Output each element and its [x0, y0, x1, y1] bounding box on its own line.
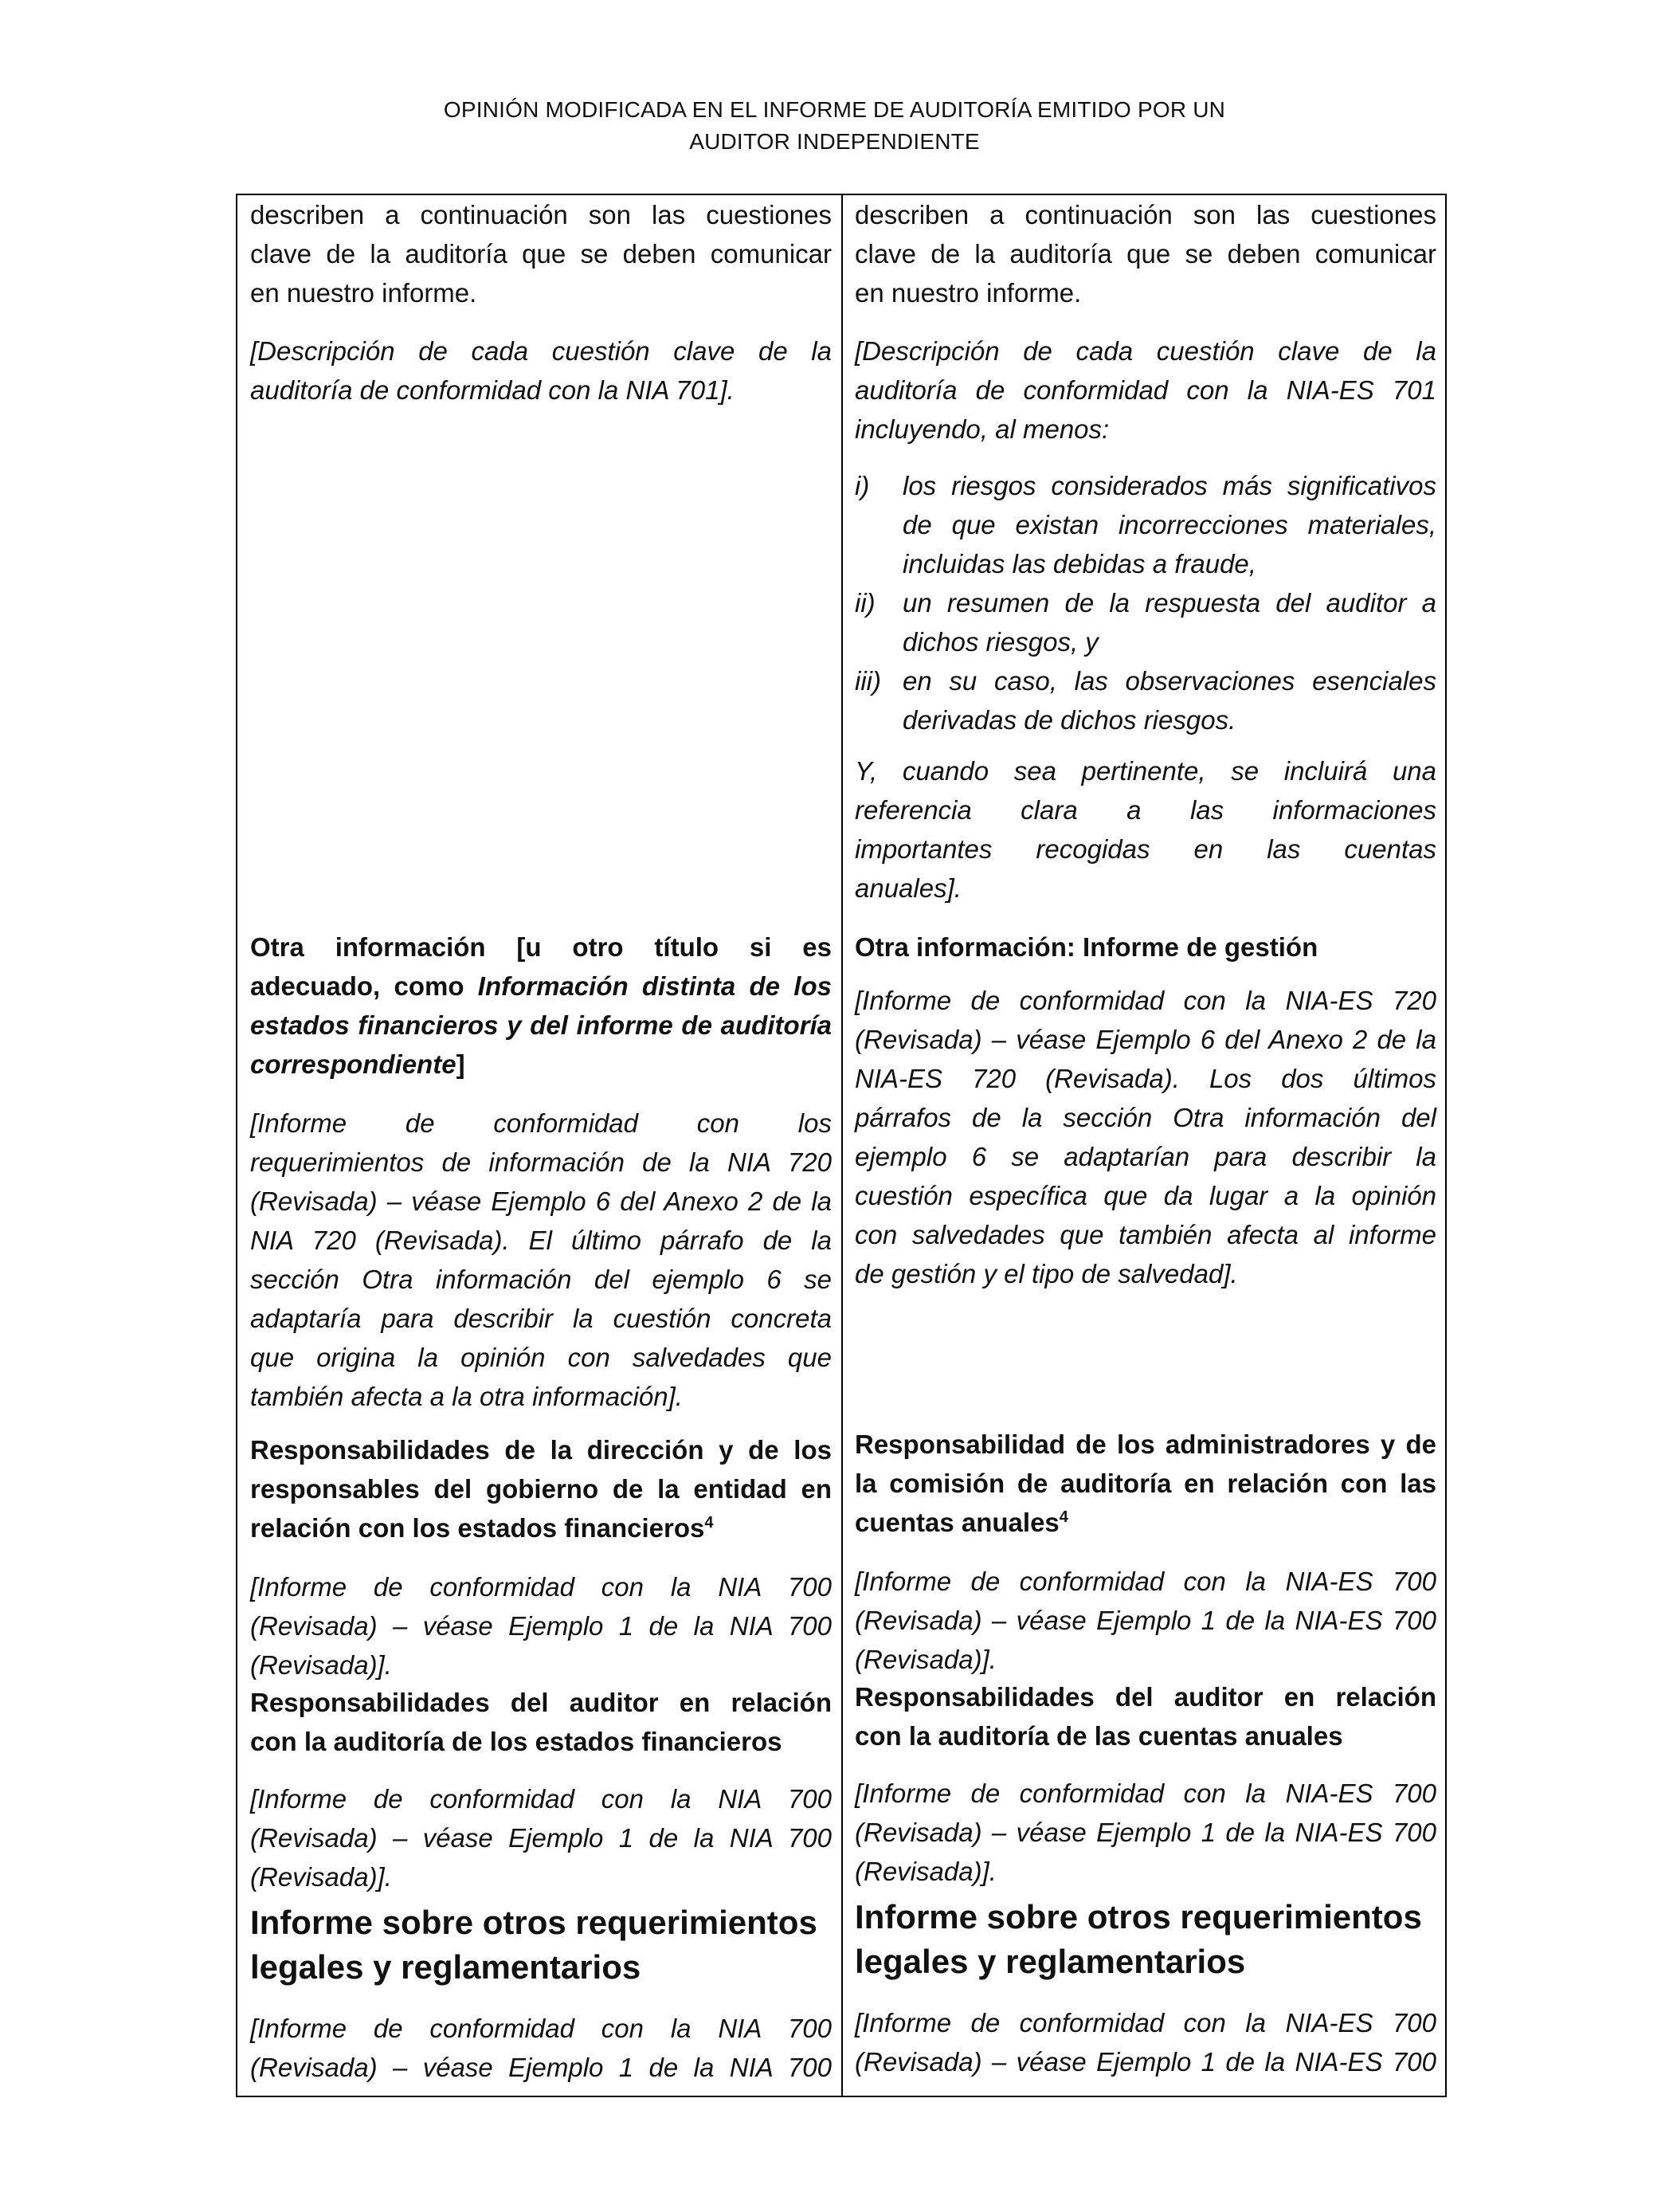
left-auditor-responsibilities-paragraph: [Informe de conformidad con la NIA 700 (Revisada) – véase Ejemplo 1 de la NIA 700 (Revisada)]. — [250, 1784, 832, 1892]
left-legal-requirements-paragraph: [Informe de conformidad con la NIA 700 (Revisada) – véase Ejemplo 1 de la NIA 700 — [250, 2014, 832, 2082]
right-auditor-responsibilities-paragraph: [Informe de conformidad con la NIA-ES 700 (Revisada) – véase Ejemplo 1 de la NIA-ES 700 (Revisada)]. — [855, 1779, 1436, 1886]
header-line-2: AUDITOR INDEPENDIENTE — [689, 129, 980, 154]
left-management-responsibilities-paragraph: [Informe de conformidad con la NIA 700 (Revisada) – véase Ejemplo 1 de la NIA 700 (Revisada)]. — [250, 1572, 832, 1680]
right-reference-paragraph: Y, cuando sea pertinente, se incluirá una referencia clara a las informaciones importantes recogidas en las cuentas anuales]. — [855, 756, 1436, 903]
column-divider — [841, 195, 843, 2096]
right-administrators-responsibility-paragraph: [Informe de conformidad con la NIA-ES 700 (Revisada) – véase Ejemplo 1 de la NIA-ES 700 (Revisada)]. — [855, 1567, 1436, 1674]
right-intro-paragraph: describen a continuación son las cuestiones clave de la auditoría que se deben comunicar en nuestro informe. — [855, 200, 1436, 308]
footnote-marker: 4 — [1059, 1508, 1068, 1526]
left-management-responsibilities-heading: Responsabilidades de la dirección y de los responsables del gobierno de la entidad en relación con los estados financieros$^4$ — [250, 1435, 832, 1543]
right-auditor-responsibilities-heading: Responsabilidades del auditor en relación con la auditoría de las cuentas anuales — [855, 1682, 1436, 1751]
left-auditor-responsibilities-heading: Responsabilidades del auditor en relación con la auditoría de los estados financieros — [250, 1688, 832, 1756]
left-other-info-paragraph: [Informe de conformidad con los requerimientos de información de la NIA 720 (Revisada) – véase Ejemplo 6 del Anexo 2 de la NIA 720 (Revisada). El último párrafo de la sección Otra información del ejemplo 6 se adaptaría para describir la cuestión concreta que origina la opinión con salvedades que también afecta a la otra información]. — [250, 1108, 832, 1411]
comparison-table: describen a continuación son las cuestiones clave de la auditoría que se deben comunicar en nuestro informe. [Descripción de cada cuestión clave de la auditoría de conformidad con la NIA 701]. Otra información [u otro título si es adecuado, como Información distinta de los estados financieros y del informe de auditoría correspondiente] [Informe de conformidad con los requerimientos de información de la NIA 720 (Revisada) – véase Ejemplo 6 del Anexo 2 de la NIA 720 (Revisada). El último párrafo de la sección Otra información del ejemplo 6 se adaptaría para describir la cuestión concreta que origina la opinión con salvedades que también afecta a la otra información]. Responsabilidades de la dirección y de los responsables del gobierno de la entidad en relación con los estados financieros$^4$ [Informe de conformidad con la NIA 700 (Revisada) – véase Ejemplo 1 de la NIA 700 (Revisada)]. Responsabilidades del auditor en relación con la auditoría de los estados financieros [Informe de conformidad con la NIA 700 (Revisada) – véase Ejemplo 1 de la NIA 700 (Revisada)]. Informe sobre otros requerimientos legales y reglamentarios [Informe de conformidad con la NIA 700 (Revisada) – véase Ejemplo 1 de la NIA 700 describen a continuación son las cuestiones clave de la auditoría que se deben comunicar en nuestro informe. [Descripción de cada cuestión clave de la auditoría de conformidad con la NIA-ES 701 incluyendo, al menos: i) los riesgos considerados más significativos de que existan incorrecciones materiales, incluidas las debidas a fraude, ii) un resumen de la respuesta del auditor a dichos riesgos, y iii) en su caso, las observaciones esenciales derivadas de dichos riesgos. Y, cuando sea pertinente, se incluirá una referencia clara a las informaciones importantes recogidas en las cuentas anuales]. Otra información: Informe de gestión [Informe de conformidad con la NIA-ES 720 (Revisada) – véase Ejemplo 6 del Anexo 2 de la NIA-ES 720 (Revisada). Los dos últimos párrafos de la sección Otra información del ejemplo 6 se adaptarían para describir la cuestión específica que da lugar a la opinión con salvedades que también afecta al informe de gestión y el tipo de salvedad]. Responsabilidad de los administradores y de la comisión de auditoría en relación con las cuentas anuales$^4$ [Informe de conformidad con la NIA-ES 700 (Revisada) – véase Ejemplo 1 de la NIA-ES 700 (Revisada)]. Responsabilidades del auditor en relación con la auditoría de las cuentas anuales [Informe de conformidad con la NIA-ES 700 (Revisada) – véase Ejemplo 1 de la NIA-ES 700 (Revisada)]. Informe sobre otros requerimientos legales y reglamentarios [Informe de conformidad con la NIA-ES 700 (Revisada) – véase Ejemplo 1 de la NIA-ES 700 — [236, 194, 1447, 2097]
footnote-marker: 4 — [704, 1514, 714, 1532]
right-other-info-paragraph: [Informe de conformidad con la NIA-ES 720 (Revisada) – véase Ejemplo 6 del Anexo 2 de la NIA-ES 720 (Revisada). Los dos últimos párrafos de la sección Otra información del ejemplo 6 se adaptarían para describir la cuestión específica que da lugar a la opinión con salvedades que también afecta al informe de gestión y el tipo de salvedad]. — [855, 986, 1436, 1288]
right-legal-requirements-heading: Informe sobre otros requerimientos legales y reglamentarios — [855, 1898, 1422, 1980]
left-legal-requirements-heading: Informe sobre otros requerimientos legales y reglamentarios — [250, 1904, 817, 1986]
left-other-info-heading: Otra información [u otro título si es adecuado, como Información distinta de los estados financieros y del informe de auditoría correspondiente] — [250, 932, 832, 1079]
header-line-1: OPINIÓN MODIFICADA EN EL INFORME DE AUDITORÍA EMITIDO POR UN — [443, 97, 1226, 122]
left-intro-paragraph: describen a continuación son las cuestiones clave de la auditoría que se deben comunicar en nuestro informe. — [250, 200, 832, 308]
left-key-matters-description: [Descripción de cada cuestión clave de la auditoría de conformidad con la NIA 701]. — [250, 336, 832, 405]
page-header — [0, 94, 1669, 158]
right-administrators-responsibility-heading: Responsabilidad de los administradores y de la comisión de auditoría en relación con las cuentas anuales$^4$ — [855, 1430, 1436, 1537]
right-legal-requirements-paragraph: [Informe de conformidad con la NIA-ES 700 (Revisada) – véase Ejemplo 1 de la NIA-ES 700 — [855, 2008, 1436, 2077]
right-key-matters-description: [Descripción de cada cuestión clave de la auditoría de conformidad con la NIA-ES 701 incluyendo, al menos: — [855, 336, 1436, 444]
right-other-info-heading: Otra información: Informe de gestión — [855, 932, 1318, 962]
